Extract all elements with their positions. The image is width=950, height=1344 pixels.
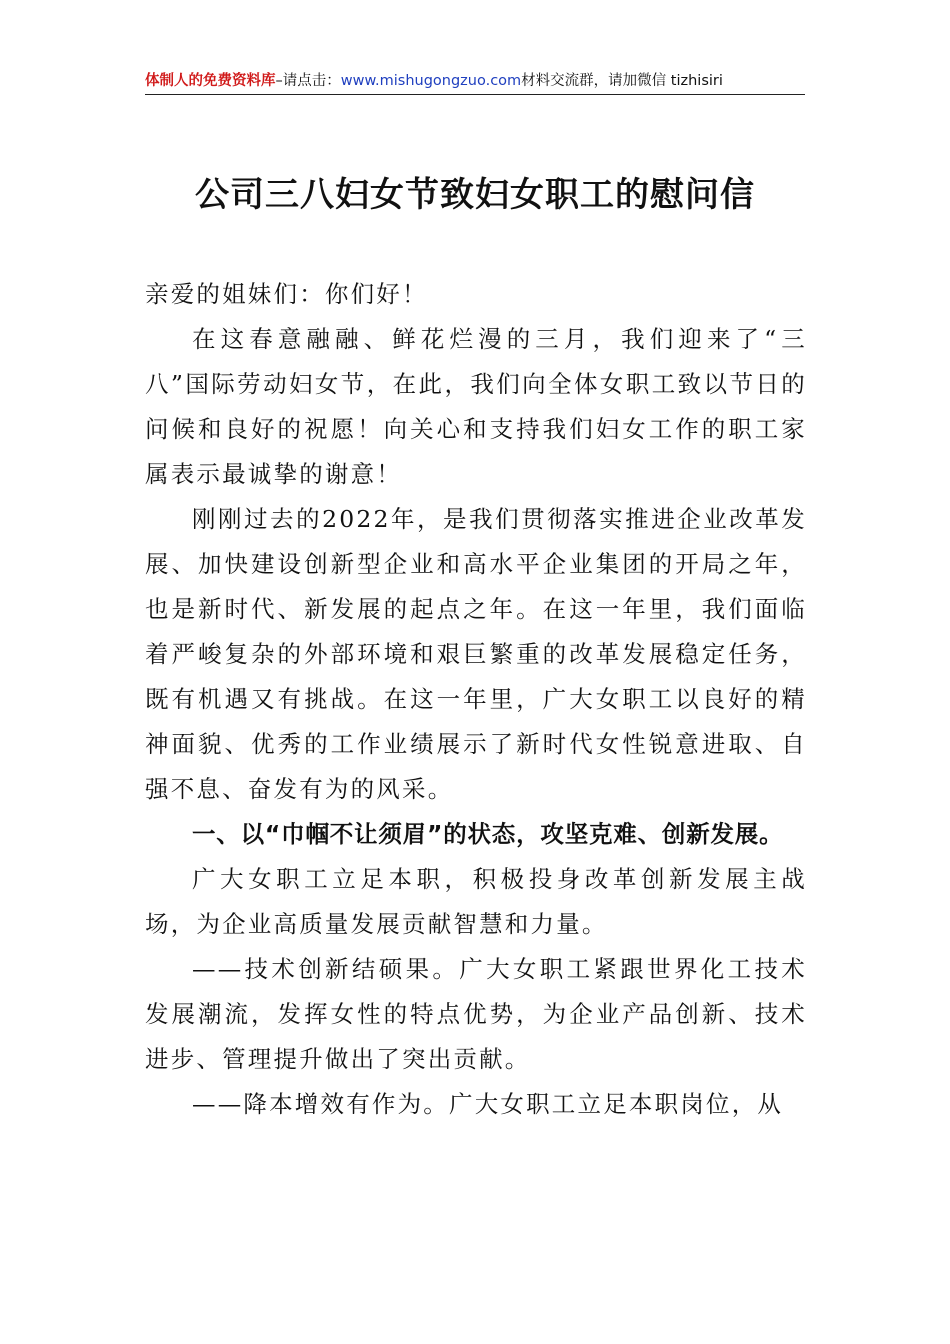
header-suffix: 材料交流群，请加微信 tizhisiri (521, 73, 723, 89)
paragraph: ——降本增效有作为。广大女职工立足本职岗位，从 (192, 1090, 784, 1118)
header-link[interactable]: www.mishugongzuo.com (340, 73, 522, 89)
section-heading: 一、以“巾帼不让须眉”的状态，攻坚克难、创新发展。 (192, 820, 784, 848)
paragraph: ——技术创新结硕果。广大女职工紧跟世界化工技术发展潮流，发挥女性的特点优势，为企业产品创新、技术进步、管理提升做出了突出贡献。 (145, 955, 807, 1073)
paragraph: 在这春意融融、鲜花烂漫的三月，我们迎来了“三八”国际劳动妇女节，在此，我们向全体女职工致以节日的问候和良好的祝愿！向关心和支持我们妇女工作的职工家属表示最诚挚的谢意！ (145, 325, 807, 488)
salutation: 亲爱的姐妹们：你们好！ (145, 280, 428, 308)
header-brand: 体制人的免费资料库 (145, 73, 276, 89)
document-title: 公司三八妇女节致妇女职工的慰问信 (195, 175, 755, 215)
paragraph: 刚刚过去的2022年，是我们贯彻落实推进企业改革发展、加快建设创新型企业和高水平企业集团的开局之年，也是新时代、新发展的起点之年。在这一年里，我们面临着严峻复杂的外部环境和艰巨繁重的改革发展稳定任务，既有机遇又有挑战。在这一年里，广大女职工以良好的精神面貌、优秀的工作业绩展示了新时代女性锐意进取、自强不息、奋发有为的风采。 (145, 505, 807, 803)
document-body (145, 272, 807, 1127)
header-prompt: –请点击： (275, 73, 341, 89)
page-header (145, 68, 805, 95)
paragraph: 广大女职工立足本职，积极投身改革创新发展主战场，为企业高质量发展贡献智慧和力量。 (145, 865, 807, 938)
